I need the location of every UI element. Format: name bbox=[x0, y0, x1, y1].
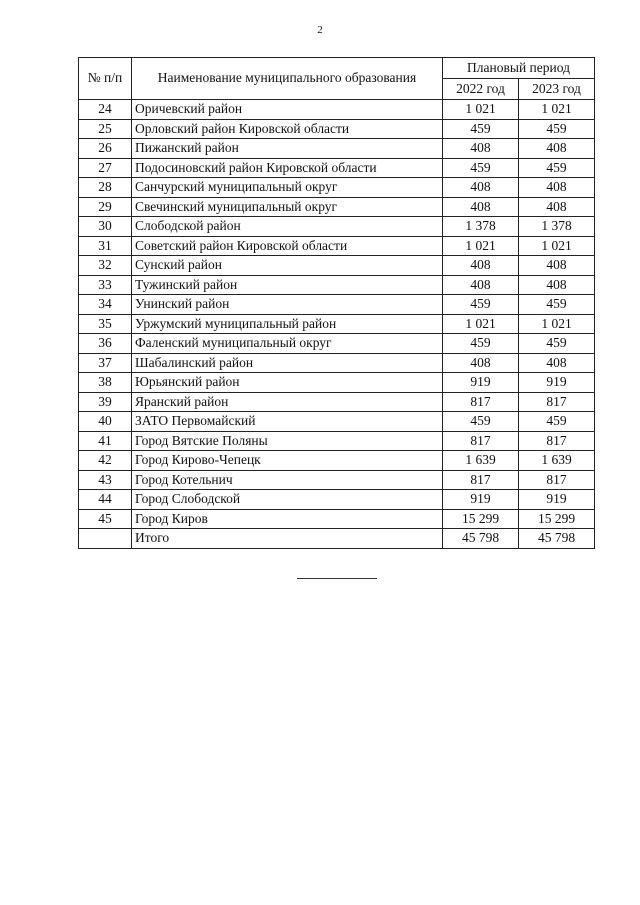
row-number: 27 bbox=[79, 158, 132, 178]
value-2022: 459 bbox=[443, 295, 519, 315]
value-2022: 459 bbox=[443, 412, 519, 432]
value-2022: 459 bbox=[443, 158, 519, 178]
header-num: № п/п bbox=[79, 58, 132, 100]
table-row bbox=[79, 353, 595, 373]
municipality-name: Город Кирово-Чепецк bbox=[132, 451, 443, 471]
value-2023: 408 bbox=[519, 178, 595, 198]
municipality-name: Свечинский муниципальный округ bbox=[132, 197, 443, 217]
municipality-name: Уржумский муниципальный район bbox=[132, 314, 443, 334]
row-number: 35 bbox=[79, 314, 132, 334]
table-row bbox=[79, 119, 595, 139]
value-2023: 459 bbox=[519, 158, 595, 178]
row-number: 28 bbox=[79, 178, 132, 198]
value-2022: 1 639 bbox=[443, 451, 519, 471]
table-row bbox=[79, 100, 595, 120]
table-row bbox=[79, 373, 595, 393]
municipality-name: Город Киров bbox=[132, 509, 443, 529]
value-2023: 15 299 bbox=[519, 509, 595, 529]
value-2022: 408 bbox=[443, 256, 519, 276]
municipality-name: ЗАТО Первомайский bbox=[132, 412, 443, 432]
row-number: 41 bbox=[79, 431, 132, 451]
table-row bbox=[79, 392, 595, 412]
value-2022: 919 bbox=[443, 373, 519, 393]
value-2022: 817 bbox=[443, 431, 519, 451]
value-2023: 408 bbox=[519, 256, 595, 276]
value-2023: 408 bbox=[519, 139, 595, 159]
table-row bbox=[79, 431, 595, 451]
municipality-name: Город Вятские Поляны bbox=[132, 431, 443, 451]
row-number: 45 bbox=[79, 509, 132, 529]
total-label: Итого bbox=[132, 529, 443, 549]
header-year-2023: 2023 год bbox=[519, 79, 595, 100]
table-row bbox=[79, 509, 595, 529]
table-row bbox=[79, 275, 595, 295]
value-2023: 1 021 bbox=[519, 314, 595, 334]
table-row bbox=[79, 451, 595, 471]
municipality-name: Сунский район bbox=[132, 256, 443, 276]
row-number: 32 bbox=[79, 256, 132, 276]
value-2023: 817 bbox=[519, 392, 595, 412]
value-2023: 817 bbox=[519, 470, 595, 490]
municipality-name: Слободской район bbox=[132, 217, 443, 237]
table-row bbox=[79, 334, 595, 354]
value-2023: 408 bbox=[519, 197, 595, 217]
row-number: 37 bbox=[79, 353, 132, 373]
municipality-name: Орловский район Кировской области bbox=[132, 119, 443, 139]
municipality-name: Шабалинский район bbox=[132, 353, 443, 373]
municipality-name: Фаленский муниципальный округ bbox=[132, 334, 443, 354]
total-number bbox=[79, 529, 132, 549]
value-2022: 1 021 bbox=[443, 314, 519, 334]
value-2023: 459 bbox=[519, 295, 595, 315]
value-2023: 459 bbox=[519, 412, 595, 432]
value-2023: 459 bbox=[519, 334, 595, 354]
municipality-name: Юрьянский район bbox=[132, 373, 443, 393]
header-name: Наименование муниципального образования bbox=[132, 58, 443, 100]
value-2023: 919 bbox=[519, 373, 595, 393]
value-2023: 1 639 bbox=[519, 451, 595, 471]
table-row bbox=[79, 236, 595, 256]
value-2022: 817 bbox=[443, 392, 519, 412]
value-2022: 1 021 bbox=[443, 100, 519, 120]
value-2023: 919 bbox=[519, 490, 595, 510]
row-number: 33 bbox=[79, 275, 132, 295]
value-2023: 1 021 bbox=[519, 100, 595, 120]
row-number: 34 bbox=[79, 295, 132, 315]
allocation-table bbox=[78, 57, 595, 549]
municipality-name: Город Слободской bbox=[132, 490, 443, 510]
row-number: 44 bbox=[79, 490, 132, 510]
municipality-name: Тужинский район bbox=[132, 275, 443, 295]
table-row bbox=[79, 197, 595, 217]
row-number: 43 bbox=[79, 470, 132, 490]
table-row bbox=[79, 178, 595, 198]
table-row bbox=[79, 256, 595, 276]
municipality-name: Советский район Кировской области bbox=[132, 236, 443, 256]
value-2022: 408 bbox=[443, 197, 519, 217]
row-number: 30 bbox=[79, 217, 132, 237]
table-row bbox=[79, 217, 595, 237]
value-2023: 459 bbox=[519, 119, 595, 139]
value-2023: 1 021 bbox=[519, 236, 595, 256]
row-number: 40 bbox=[79, 412, 132, 432]
value-2022: 1 378 bbox=[443, 217, 519, 237]
value-2022: 408 bbox=[443, 139, 519, 159]
table-row bbox=[79, 158, 595, 178]
table-body bbox=[79, 100, 595, 549]
municipality-name: Санчурский муниципальный округ bbox=[132, 178, 443, 198]
value-2022: 919 bbox=[443, 490, 519, 510]
value-2023: 408 bbox=[519, 275, 595, 295]
value-2022: 408 bbox=[443, 353, 519, 373]
row-number: 31 bbox=[79, 236, 132, 256]
table-row bbox=[79, 470, 595, 490]
table-row bbox=[79, 314, 595, 334]
table-row bbox=[79, 490, 595, 510]
end-of-document-rule bbox=[297, 578, 377, 579]
value-2022: 15 299 bbox=[443, 509, 519, 529]
page-number: 2 bbox=[317, 24, 323, 36]
value-2023: 1 378 bbox=[519, 217, 595, 237]
row-number: 26 bbox=[79, 139, 132, 159]
value-2023: 817 bbox=[519, 431, 595, 451]
total-2022: 45 798 bbox=[443, 529, 519, 549]
value-2022: 459 bbox=[443, 119, 519, 139]
row-number: 42 bbox=[79, 451, 132, 471]
row-number: 39 bbox=[79, 392, 132, 412]
header-year-2022: 2022 год bbox=[443, 79, 519, 100]
municipality-name: Подосиновский район Кировской области bbox=[132, 158, 443, 178]
municipality-name: Пижанский район bbox=[132, 139, 443, 159]
header-period: Плановый период bbox=[443, 58, 595, 79]
row-number: 38 bbox=[79, 373, 132, 393]
municipality-name: Яранский район bbox=[132, 392, 443, 412]
table-header bbox=[79, 58, 595, 100]
row-number: 25 bbox=[79, 119, 132, 139]
value-2023: 408 bbox=[519, 353, 595, 373]
municipality-name: Город Котельнич bbox=[132, 470, 443, 490]
value-2022: 408 bbox=[443, 275, 519, 295]
total-row bbox=[79, 529, 595, 549]
municipality-name: Оричевский район bbox=[132, 100, 443, 120]
municipality-name: Унинский район bbox=[132, 295, 443, 315]
table-row bbox=[79, 412, 595, 432]
value-2022: 408 bbox=[443, 178, 519, 198]
value-2022: 817 bbox=[443, 470, 519, 490]
row-number: 24 bbox=[79, 100, 132, 120]
table-row bbox=[79, 295, 595, 315]
total-2023: 45 798 bbox=[519, 529, 595, 549]
row-number: 36 bbox=[79, 334, 132, 354]
table-row bbox=[79, 139, 595, 159]
value-2022: 1 021 bbox=[443, 236, 519, 256]
value-2022: 459 bbox=[443, 334, 519, 354]
row-number: 29 bbox=[79, 197, 132, 217]
